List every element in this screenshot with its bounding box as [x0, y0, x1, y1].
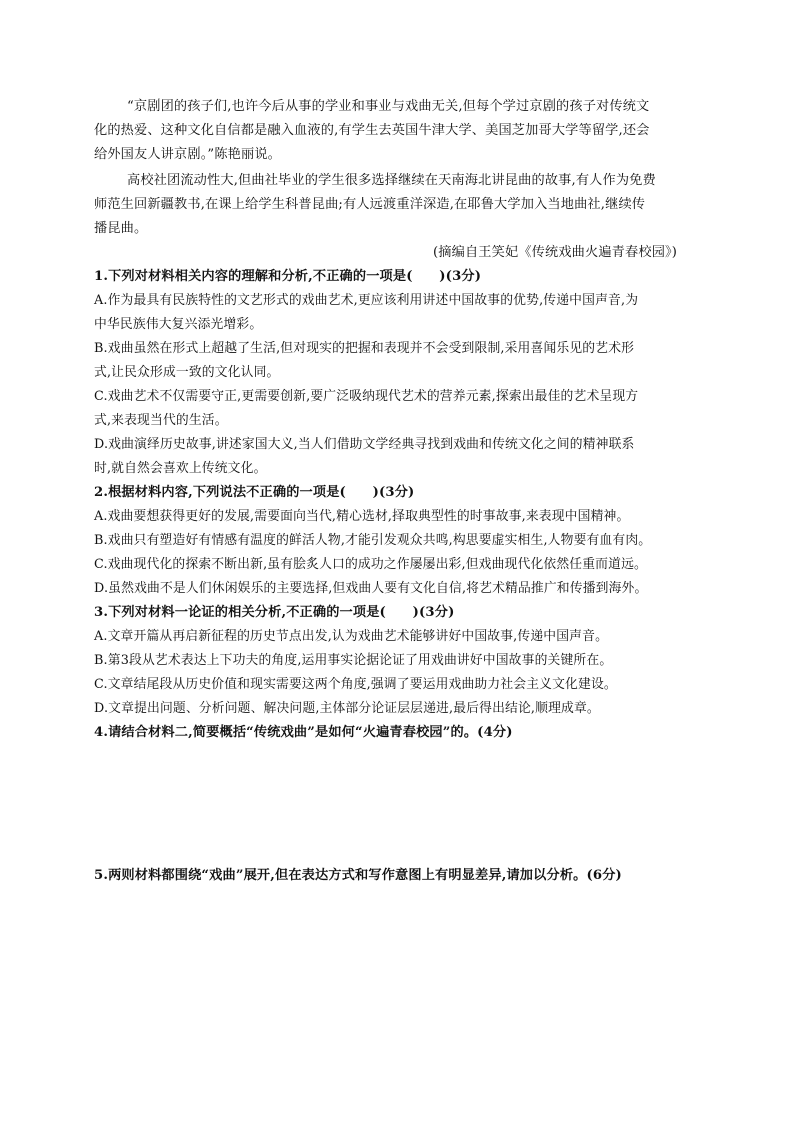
passage-text: “京剧团的孩子们,也许今后从事的学业和事业与戏曲无关,但每个学过京剧的孩子对传统文	[127, 99, 650, 114]
question-3-option-a: A.文章开篇从再启新征程的历史节点出发,认为戏曲艺术能够讲好中国故事,传递中国声音。	[94, 629, 609, 644]
question-1-option-c-cont: 式,来表现当代的生活。	[94, 413, 228, 428]
question-2-option-a: A.戏曲要想获得更好的发展,需要面向当代,精心选材,择取典型性的时事故事,来表现中国精神。	[94, 509, 630, 524]
question-1-option-d-cont: 时,就自然会喜欢上传统文化。	[94, 461, 267, 476]
question-3-option-b: B.第3段从艺术表达上下功夫的角度,运用事实论据论证了用戏曲讲好中国故事的关键所在。	[94, 653, 613, 668]
passage-text: 化的热爱、这种文化自信都是融入血液的,有学生去英国牛津大学、美国芝加哥大学等留学,还会	[94, 123, 650, 138]
question-2-option-d: D.虽然戏曲不是人们休闲娱乐的主要选择,但戏曲人要有文化自信,将艺术精品推广和传播到海外。	[94, 581, 648, 596]
passage-text: 高校社团流动性大,但曲社毕业的学生很多选择继续在天南海北讲昆曲的故事,有人作为免费	[127, 173, 656, 188]
question-2-option-b: B.戏曲只有塑造好有情感有温度的鲜活人物,才能引发观众共鸣,构思要虚实相生,人物要有血有肉。	[94, 533, 652, 548]
question-2-option-c: C.戏曲现代化的探索不断出新,虽有脍炙人口的成功之作屡屡出彩,但戏曲现代化依然任重而道远。	[94, 557, 647, 572]
question-1-option-b-cont: 式,让民众形成一致的文化认同。	[94, 365, 280, 380]
passage-text: 播昆曲。	[94, 221, 148, 236]
question-3-stem: 3.下列对材料一论证的相关分析,不正确的一项是( )(3分)	[94, 605, 455, 620]
question-1-option-b: B.戏曲虽然在形式上超越了生活,但对现实的把握和表现并不会受到限制,采用喜闻乐见的艺术形	[94, 341, 635, 356]
question-1-stem: 1.下列对材料相关内容的理解和分析,不正确的一项是( )(3分)	[94, 269, 482, 284]
passage-source: (摘编自王笑妃《传统戏曲火遍青春校园》)	[433, 245, 678, 260]
question-4-stem: 4.请结合材料二,简要概括“传统戏曲”是如何“火遍青春校园”的。(4分)	[94, 725, 513, 740]
question-1-option-a-cont: 中华民族伟大复兴添光增彩。	[94, 317, 263, 332]
question-5-stem: 5.两则材料都围绕“戏曲”展开,但在表达方式和写作意图上有明显差异,请加以分析。(6分)	[94, 868, 622, 883]
question-2-stem: 2.根据材料内容,下列说法不正确的一项是( )(3分)	[94, 485, 415, 500]
question-1-option-d: D.戏曲演绎历史故事,讲述家国大义,当人们借助文学经典寻找到戏曲和传统文化之间的精神联系	[94, 437, 635, 452]
passage-text: 给外国友人讲京剧。”陈艳丽说。	[94, 147, 282, 162]
question-3-option-d: D.文章提出问题、分析问题、解决问题,主体部分论证层层递进,最后得出结论,顺理成章。	[94, 701, 600, 716]
question-3-option-c: C.文章结尾段从历史价值和现实需要这两个角度,强调了要运用戏曲助力社会主义文化建设。	[94, 677, 617, 692]
question-1-option-c: C.戏曲艺术不仅需要守正,更需要创新,要广泛吸纳现代艺术的营养元素,探索出最佳的艺术呈现方	[94, 389, 639, 404]
passage-text: 师范生回新疆教书,在课上给学生科普昆曲;有人远渡重洋深造,在耶鲁大学加入当地曲社,继续传	[94, 197, 646, 212]
question-1-option-a: A.作为最具有民族特性的文艺形式的戏曲艺术,更应该利用讲述中国故事的优势,传递中国声音,为	[94, 293, 639, 308]
